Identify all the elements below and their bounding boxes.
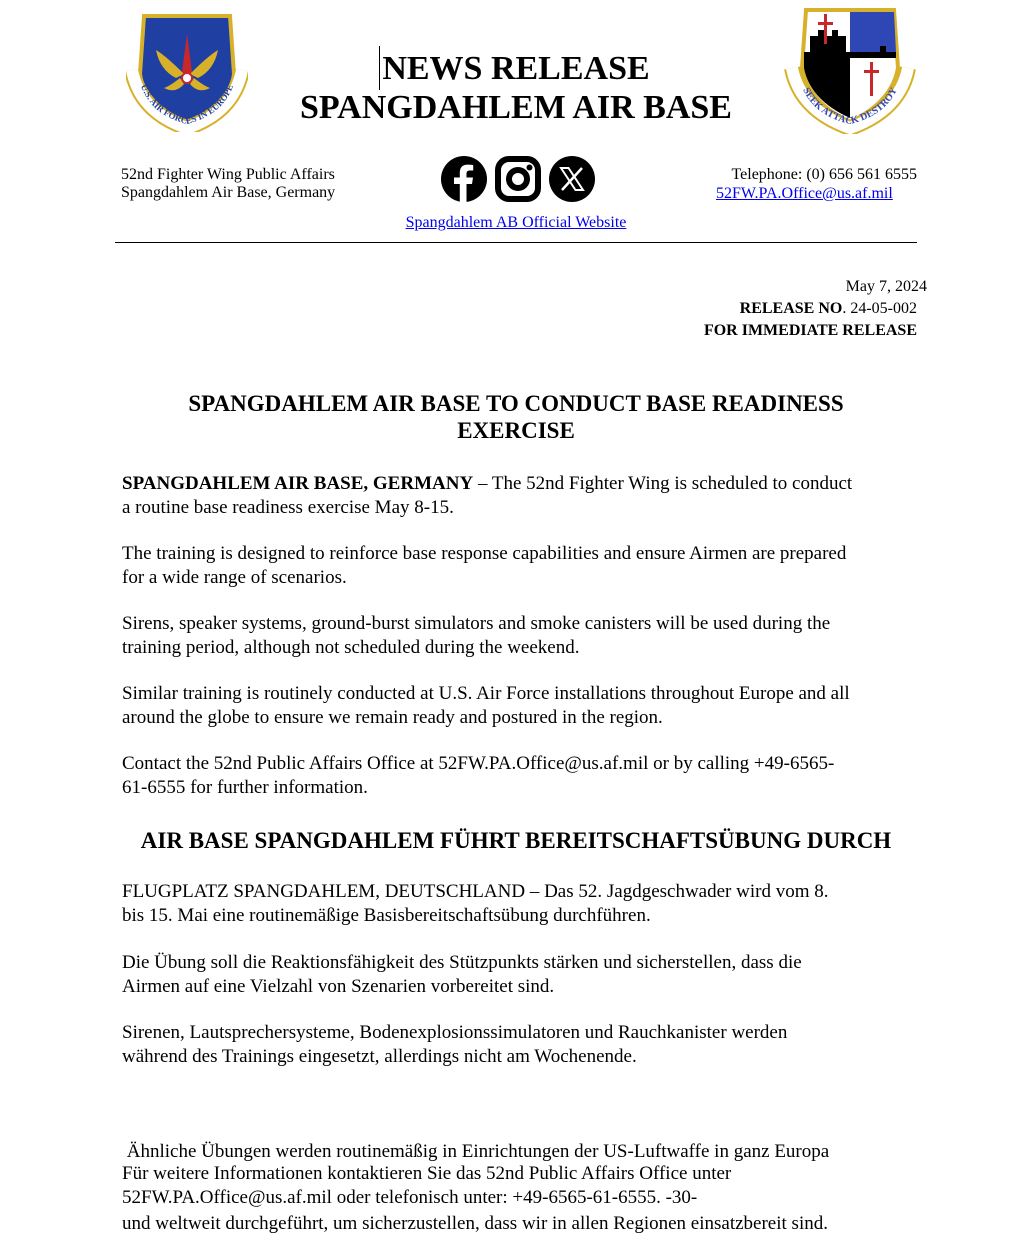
english-headline-line-1: SPANGDAHLEM AIR BASE TO CONDUCT BASE READINESS xyxy=(188,391,844,416)
english-p1-line-2: a routine base readiness exercise May 8-15. xyxy=(122,497,454,518)
german-p2-line-2: Airmen auf eine Vielzahl von Szenarien vorbereitet sind. xyxy=(122,976,555,997)
dateline: SPANGDAHLEM AIR BASE, GERMANY xyxy=(122,473,474,494)
german-p3-line-1: Sirenen, Lautsprechersysteme, Bodenexplosionssimulatoren und Rauchkanister werden xyxy=(122,1022,788,1043)
release-type: FOR IMMEDIATE RELEASE xyxy=(703,322,917,339)
german-p1-line-1: FLUGPLATZ SPANGDAHLEM, DEUTSCHLAND – Das 52. Jagdgeschwader wird vom 8. xyxy=(122,881,829,902)
release-number-value: . 24-05-002 xyxy=(842,300,917,317)
english-p1-text: – The 52nd Fighter Wing is scheduled to conduct xyxy=(473,473,853,494)
usafe-emblem-text: U.S. AIR FORCES IN EUROPE xyxy=(138,82,236,127)
german-p1-line-2: bis 15. Mai eine routinemäßige Basisbereitschaftsübung durchführen. xyxy=(122,905,651,926)
release-number-label: RELEASE NO xyxy=(739,300,843,317)
org-line-1: 52nd Fighter Wing Public Affairs xyxy=(121,166,335,183)
german-p3-line-2: während des Trainings eingesetzt, allerdings nicht am Wochenende. xyxy=(122,1046,637,1067)
website-link[interactable]: Spangdahlem AB Official Website xyxy=(405,214,627,231)
website-link-row xyxy=(0,213,1032,232)
english-paragraph-5 xyxy=(122,752,922,800)
german-p2-line-1: Die Übung soll die Reaktionsfähigkeit des Stützpunkts stärken und sicherstellen, dass die xyxy=(122,952,802,973)
english-p2-line-2: for a wide range of scenarios. xyxy=(122,567,347,588)
org-line-2: Spangdahlem Air Base, Germany xyxy=(121,184,336,201)
english-p5-line-1: Contact the 52nd Public Affairs Office at 52FW.PA.Office@us.af.mil or by calling +49-6565- xyxy=(122,753,835,774)
english-paragraph-1 xyxy=(122,472,922,520)
english-paragraph-3 xyxy=(122,612,922,660)
facebook-icon[interactable] xyxy=(441,156,487,202)
fighter-wing-emblem-text: SEEK ATTACK DESTROY xyxy=(800,85,900,128)
release-date: May 7, 2024 xyxy=(845,278,927,295)
email-link[interactable]: 52FW.PA.Office@us.af.mil xyxy=(716,185,893,202)
german-p5-line-1: Für weitere Informationen kontaktieren Sie das 52nd Public Affairs Office unter xyxy=(122,1163,732,1184)
telephone-text: Telephone: (0) 656 561 6555 xyxy=(731,166,917,183)
english-p3-line-2: training period, although not scheduled during the weekend. xyxy=(122,637,580,658)
instagram-icon[interactable] xyxy=(495,156,541,202)
english-p3-line-1: Sirens, speaker systems, ground-burst simulators and smoke canisters will be used during the xyxy=(122,613,831,634)
base-title: SPANGDAHLEM AIR BASE xyxy=(300,89,732,126)
release-number xyxy=(600,299,917,318)
english-p2-line-1: The training is designed to reinforce base response capabilities and ensure Airmen are prepared xyxy=(122,543,847,564)
english-paragraph-2 xyxy=(122,542,922,590)
header-divider xyxy=(115,242,917,243)
x-icon[interactable] xyxy=(549,156,595,202)
english-p4-line-1: Similar training is routinely conducted at U.S. Air Force installations throughout Europe and all xyxy=(122,683,850,704)
german-paragraph-1 xyxy=(122,880,922,928)
german-paragraph-5 xyxy=(122,1162,922,1210)
german-headline: AIR BASE SPANGDAHLEM FÜHRT BEREITSCHAFTSÜBUNG DURCH xyxy=(140,828,892,853)
news-release-title: NEWS RELEASE xyxy=(382,50,650,87)
german-p4-line-1: Ähnliche Übungen werden routinemäßig in Einrichtungen der US-Luftwaffe in ganz Europa xyxy=(122,1141,830,1162)
german-p4-line-2: und weltweit durchgeführt, um sicherzustellen, dass wir in allen Regionen einsatzbereit sind. xyxy=(122,1213,828,1234)
german-p5-line-2: 52FW.PA.Office@us.af.mil oder telefonisch unter: +49-6565-61-6555. -30- xyxy=(122,1187,698,1208)
english-headline-line-2: EXERCISE xyxy=(457,418,575,443)
german-paragraph-2 xyxy=(122,951,922,999)
english-paragraph-4 xyxy=(122,682,922,730)
german-paragraph-3 xyxy=(122,1021,922,1069)
english-p4-line-2: around the globe to ensure we remain ready and postured in the region. xyxy=(122,707,663,728)
english-p5-line-2: 61-6555 for further information. xyxy=(122,777,368,798)
